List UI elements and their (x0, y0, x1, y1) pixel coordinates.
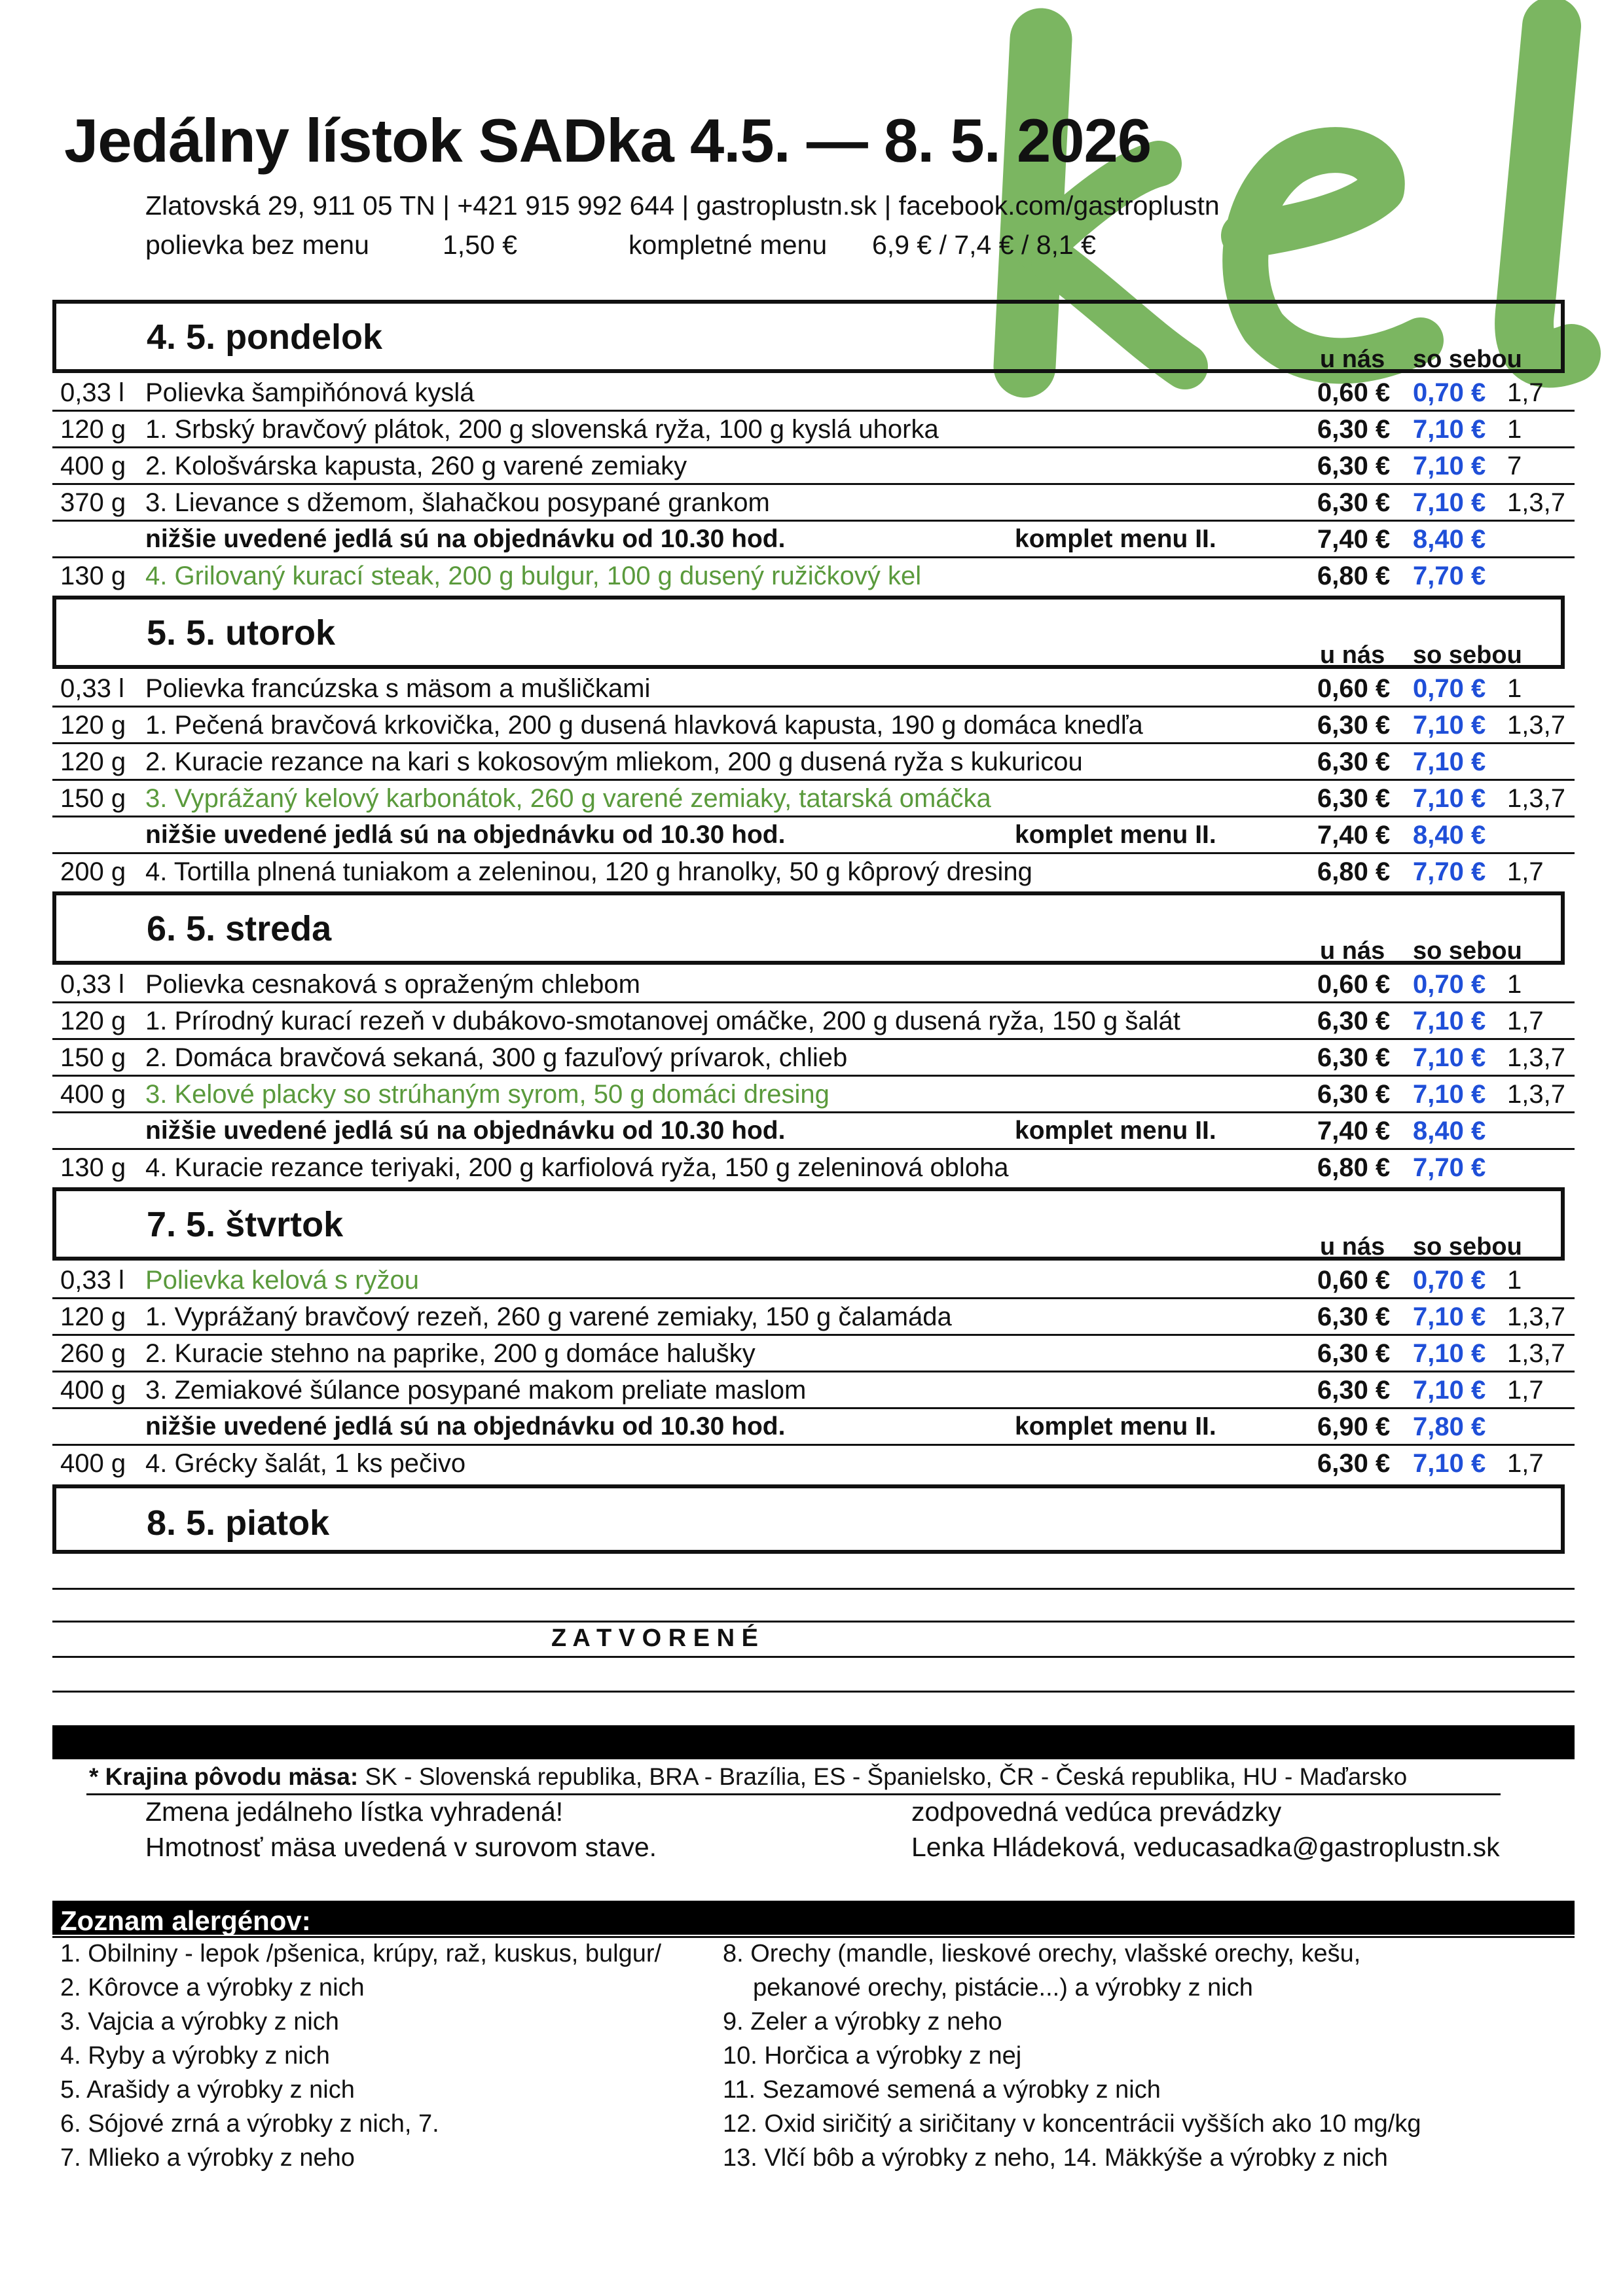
portion-size: 0,33 l (60, 674, 124, 703)
allergen-item: 7. Mlieko a výrobky z neho (60, 2144, 355, 2172)
portion-size: 120 g (60, 415, 126, 444)
menu-item-row (52, 446, 1575, 485)
allergen-item: 2. Kôrovce a výrobky z nich (60, 1974, 365, 2001)
dish-name: 4. Grécky šalát, 1 ks pečivo (145, 1449, 466, 1478)
price-takeaway: 7,10 € (1413, 1043, 1486, 1072)
menu-item-row (52, 1075, 1575, 1113)
price-takeaway: 8,40 € (1413, 525, 1486, 554)
allergen-item: 5. Arašidy a výrobky z nich (60, 2076, 355, 2104)
allergen-codes: 1,3,7 (1507, 1080, 1565, 1109)
dish-name: 1. Pečená bravčová krkovička, 200 g dusená hlavková kapusta, 190 g domáca knedľa (145, 711, 1143, 740)
price-dine-in: 6,30 € (1317, 784, 1391, 813)
allergen-codes: 1,7 (1507, 378, 1544, 407)
dish-name: Polievka cesnaková s opraženým chlebom (145, 970, 640, 999)
price-dine-in: 6,30 € (1317, 1080, 1391, 1109)
menu-item-row (52, 410, 1575, 448)
price-dine-in: 6,30 € (1317, 711, 1391, 740)
order-note: nižšie uvedené jedlá sú na objednávku od 10.30 hod. (145, 525, 786, 553)
portion-size: 130 g (60, 562, 126, 590)
dish-name: Polievka kelová s ryžou (145, 1266, 419, 1295)
allergen-codes: 1 (1507, 1266, 1522, 1295)
day-header (52, 891, 1565, 965)
manager-title: zodpovedná vedúca prevádzky (911, 1797, 1282, 1827)
price-dine-in: 6,90 € (1317, 1412, 1391, 1441)
dish-name: 3. Kelové placky so strúhaným syrom, 50 g domáci dresing (145, 1080, 830, 1109)
dish-name: 2. Kuracie rezance na kari s kokosovým mliekom, 200 g dusená ryža s kukuricou (145, 747, 1083, 776)
order-note-row (52, 1111, 1575, 1150)
dish-name: 2. Kuracie stehno na paprike, 200 g domáce halušky (145, 1339, 756, 1368)
divider (52, 1621, 1575, 1623)
dish-name: Polievka francúzska s mäsom a mušličkami (145, 674, 651, 703)
allergen-item: 3. Vajcia a výrobky z nich (60, 2008, 339, 2036)
dish-name: 3. Vyprážaný kelový karbonátok, 260 g varené zemiaky, tatarská omáčka (145, 784, 991, 813)
dish-name: 2. Domáca bravčová sekaná, 300 g fazuľový prívarok, chlieb (145, 1043, 848, 1072)
allergen-codes: 1,3,7 (1507, 711, 1565, 740)
dish-name: 4. Grilovaný kurací steak, 200 g bulgur, 100 g dusený ružičkový kel (145, 562, 922, 590)
column-header-u-nas: u nás (1320, 1233, 1385, 1261)
dish-name: Polievka šampiňónová kyslá (145, 378, 475, 407)
price-takeaway: 7,10 € (1413, 1302, 1486, 1331)
allergen-codes: 1 (1507, 674, 1522, 703)
price-takeaway: 7,10 € (1413, 1080, 1486, 1109)
price-dine-in: 6,30 € (1317, 452, 1391, 480)
menu-item-row (52, 1001, 1575, 1040)
day-header-friday (52, 1484, 1565, 1554)
price-dine-in: 7,40 € (1317, 821, 1391, 850)
dish-name: 3. Zemiakové šúlance posypané makom preliate maslom (145, 1376, 807, 1405)
menu-item-row (52, 1148, 1575, 1185)
day-name: 4. 5. pondelok (147, 317, 383, 357)
allergen-codes: 1,3,7 (1507, 1339, 1565, 1368)
portion-size: 0,33 l (60, 1266, 124, 1295)
manager-contact: Lenka Hládeková, veducasadka@gastroplustn.sk (911, 1832, 1500, 1862)
day-name: 8. 5. piatok (147, 1503, 330, 1543)
allergen-item: 6. Sójové zrná a výrobky z nich, 7. (60, 2110, 439, 2138)
divider (52, 1936, 1575, 1938)
column-header-so-sebou: so sebou (1413, 346, 1522, 373)
price-takeaway: 7,10 € (1413, 784, 1486, 813)
price-dine-in: 6,30 € (1317, 747, 1391, 776)
portion-size: 200 g (60, 857, 126, 886)
allergens-header-bar (52, 1901, 1575, 1935)
allergen-codes: 1,7 (1507, 1449, 1544, 1478)
soup-price: 1,50 € (443, 230, 517, 260)
price-dine-in: 6,30 € (1317, 1043, 1391, 1072)
price-takeaway: 7,70 € (1413, 1153, 1486, 1182)
price-dine-in: 6,80 € (1317, 1153, 1391, 1182)
day-header (52, 1187, 1565, 1261)
portion-size: 0,33 l (60, 970, 124, 999)
price-dine-in: 6,80 € (1317, 562, 1391, 590)
price-takeaway: 7,10 € (1413, 415, 1486, 444)
menu-item-row (52, 779, 1575, 817)
price-dine-in: 7,40 € (1317, 525, 1391, 554)
complete-menu-label: komplet menu II. (1015, 1412, 1216, 1441)
price-dine-in: 6,30 € (1317, 1302, 1391, 1331)
price-dine-in: 7,40 € (1317, 1117, 1391, 1145)
price-takeaway: 7,10 € (1413, 488, 1486, 517)
portion-size: 0,33 l (60, 378, 124, 407)
day-name: 7. 5. štvrtok (147, 1205, 344, 1244)
portion-size: 120 g (60, 747, 126, 776)
complete-menu-label: komplet menu II. (1015, 821, 1216, 849)
allergen-codes: 1 (1507, 970, 1522, 999)
price-takeaway: 7,10 € (1413, 1449, 1486, 1478)
allergen-item: 12. Oxid siričitý a siričitany v koncentrácii vyšších ako 10 mg/kg (723, 2110, 1421, 2138)
column-header-so-sebou: so sebou (1413, 1233, 1522, 1261)
price-takeaway: 7,10 € (1413, 452, 1486, 480)
order-note: nižšie uvedené jedlá sú na objednávku od 10.30 hod. (145, 821, 786, 849)
price-dine-in: 6,30 € (1317, 1376, 1391, 1405)
menu-item-row (52, 1334, 1575, 1372)
price-takeaway: 0,70 € (1413, 674, 1486, 703)
menu-item-row (52, 1297, 1575, 1336)
order-note-row (52, 520, 1575, 558)
closed-label: Z A T V O R E N É (551, 1624, 758, 1652)
allergen-codes: 1,3,7 (1507, 784, 1565, 813)
menu-item-row (52, 669, 1575, 708)
allergen-item: 11. Sezamové semená a výrobky z nich (723, 2076, 1161, 2104)
dish-name: 3. Lievance s džemom, šlahačkou posypané grankom (145, 488, 770, 517)
footer-note-1: Zmena jedálneho lístka vyhradená! (145, 1797, 564, 1827)
column-header-so-sebou: so sebou (1413, 937, 1522, 965)
portion-size: 370 g (60, 488, 126, 517)
allergen-codes: 1,3,7 (1507, 488, 1565, 517)
column-header-u-nas: u nás (1320, 641, 1385, 669)
portion-size: 400 g (60, 452, 126, 480)
menu-item-row (52, 483, 1575, 522)
price-dine-in: 0,60 € (1317, 970, 1391, 999)
price-dine-in: 0,60 € (1317, 378, 1391, 407)
order-note: nižšie uvedené jedlá sú na objednávku od 10.30 hod. (145, 1117, 786, 1145)
allergen-item: 8. Orechy (mandle, lieskové orechy, vlašské orechy, kešu, (723, 1940, 1361, 1967)
price-takeaway: 7,70 € (1413, 857, 1486, 886)
price-dine-in: 6,30 € (1317, 1007, 1391, 1035)
menu-item-row (52, 373, 1575, 412)
order-note-row (52, 816, 1575, 854)
column-header-so-sebou: so sebou (1413, 641, 1522, 669)
complete-menu-label: komplet menu II. (1015, 1117, 1216, 1145)
menu-label: kompletné menu (629, 230, 828, 260)
menu-item-row (52, 742, 1575, 781)
menu-prices: 6,9 € / 7,4 € / 8,1 € (872, 230, 1096, 260)
dish-name: 1. Srbský bravčový plátok, 200 g slovenská ryža, 100 g kyslá uhorka (145, 415, 939, 444)
address-line: Zlatovská 29, 911 05 TN | +421 915 992 644 | gastroplustn.sk | facebook.com/gastroplustn (145, 190, 1220, 221)
divider (52, 1588, 1575, 1590)
price-takeaway: 7,80 € (1413, 1412, 1486, 1441)
dish-name: 4. Tortilla plnená tuniakom a zeleninou, 120 g hranolky, 50 g kôprový dresing (145, 857, 1032, 886)
price-takeaway: 7,10 € (1413, 1339, 1486, 1368)
price-takeaway: 7,10 € (1413, 711, 1486, 740)
price-takeaway: 7,10 € (1413, 1376, 1486, 1405)
footer-note-2: Hmotnosť mäsa uvedená v surovom stave. (145, 1832, 657, 1862)
column-header-u-nas: u nás (1320, 937, 1385, 965)
allergen-item: 4. Ryby a výrobky z nich (60, 2042, 330, 2070)
allergen-item: 10. Horčica a výrobky z nej (723, 2042, 1022, 2070)
menu-item-row (52, 1261, 1575, 1299)
portion-size: 400 g (60, 1080, 126, 1109)
price-dine-in: 6,80 € (1317, 857, 1391, 886)
portion-size: 120 g (60, 1007, 126, 1035)
price-dine-in: 6,30 € (1317, 1339, 1391, 1368)
divider (52, 1691, 1575, 1693)
menu-item-row (52, 1371, 1575, 1409)
price-dine-in: 0,60 € (1317, 674, 1391, 703)
menu-item-row (52, 1038, 1575, 1077)
portion-size: 400 g (60, 1449, 126, 1478)
column-header-u-nas: u nás (1320, 346, 1385, 373)
footer-bar (52, 1725, 1575, 1759)
menu-item-row (52, 556, 1575, 593)
day-name: 6. 5. streda (147, 909, 332, 948)
divider (52, 1656, 1575, 1658)
allergen-item: pekanové orechy, pistácie...) a výrobky z nich (753, 1974, 1253, 2001)
portion-size: 120 g (60, 1302, 126, 1331)
allergen-codes: 1,7 (1507, 857, 1544, 886)
portion-size: 150 g (60, 1043, 126, 1072)
dish-name: 4. Kuracie rezance teriyaki, 200 g karfiolová ryža, 150 g zeleninová obloha (145, 1153, 1009, 1182)
menu-item-row (52, 706, 1575, 744)
allergen-item: 1. Obilniny - lepok /pšenica, krúpy, raž, kuskus, bulgur/ (60, 1940, 662, 1967)
allergen-codes: 1,7 (1507, 1007, 1544, 1035)
meat-origin: * Krajina pôvodu mäsa: SK - Slovenská republika, BRA - Brazília, ES - Španielsko, ČR - Česká republika, HU - Maďarsko (89, 1763, 1408, 1790)
allergen-codes: 1 (1507, 415, 1522, 444)
price-dine-in: 6,30 € (1317, 415, 1391, 444)
allergen-codes: 1,3,7 (1507, 1043, 1565, 1072)
price-dine-in: 6,30 € (1317, 488, 1391, 517)
price-takeaway: 7,10 € (1413, 747, 1486, 776)
soup-label: polievka bez menu (145, 230, 369, 260)
menu-item-row (52, 852, 1575, 889)
page-title: Jedálny lístok SADka 4.5. — 8. 5. 2026 (64, 106, 1152, 175)
day-name: 5. 5. utorok (147, 613, 336, 653)
portion-size: 150 g (60, 784, 126, 813)
allergen-codes: 7 (1507, 452, 1522, 480)
price-takeaway: 7,70 € (1413, 562, 1486, 590)
order-note-row (52, 1407, 1575, 1446)
price-dine-in: 6,30 € (1317, 1449, 1391, 1478)
portion-size: 400 g (60, 1376, 126, 1405)
allergen-item: 9. Zeler a výrobky z neho (723, 2008, 1002, 2036)
allergens-title: Zoznam alergénov: (60, 1905, 311, 1936)
portion-size: 120 g (60, 711, 126, 740)
complete-menu-label: komplet menu II. (1015, 525, 1216, 553)
portion-size: 130 g (60, 1153, 126, 1182)
allergen-codes: 1,7 (1507, 1376, 1544, 1405)
portion-size: 260 g (60, 1339, 126, 1368)
dish-name: 2. Kološvárska kapusta, 260 g varené zemiaky (145, 452, 687, 480)
allergen-codes: 1,3,7 (1507, 1302, 1565, 1331)
price-takeaway: 0,70 € (1413, 1266, 1486, 1295)
day-header (52, 300, 1565, 373)
menu-item-row (52, 1444, 1575, 1480)
menu-item-row (52, 965, 1575, 1003)
dish-name: 1. Vyprážaný bravčový rezeň, 260 g varené zemiaky, 150 g čalamáda (145, 1302, 952, 1331)
dish-name: 1. Prírodný kurací rezeň v dubákovo-smotanovej omáčke, 200 g dusená ryža, 150 g šalát (145, 1007, 1180, 1035)
price-takeaway: 8,40 € (1413, 1117, 1486, 1145)
price-takeaway: 8,40 € (1413, 821, 1486, 850)
day-header (52, 596, 1565, 669)
allergen-item: 13. Vlčí bôb a výrobky z neho, 14. Mäkkýše a výrobky z nich (723, 2144, 1388, 2172)
price-takeaway: 0,70 € (1413, 378, 1486, 407)
divider (86, 1793, 1501, 1795)
order-note: nižšie uvedené jedlá sú na objednávku od 10.30 hod. (145, 1412, 786, 1441)
price-dine-in: 0,60 € (1317, 1266, 1391, 1295)
price-takeaway: 0,70 € (1413, 970, 1486, 999)
price-takeaway: 7,10 € (1413, 1007, 1486, 1035)
